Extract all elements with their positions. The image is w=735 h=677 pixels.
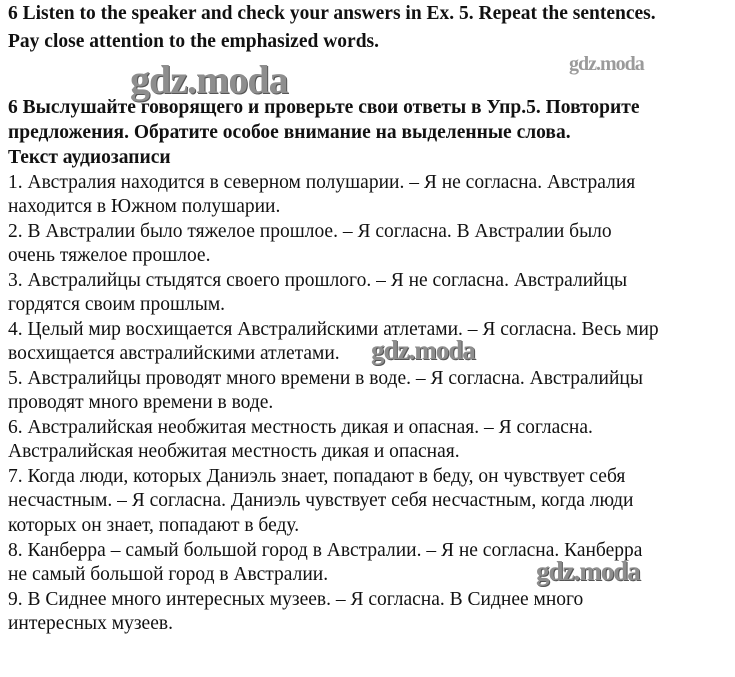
transcript-heading: Текст аудиозаписи: [8, 147, 171, 168]
watermark-logo: gdz.moda: [371, 335, 475, 365]
list-item-line: 5. Австралийцы проводят много времени в воде. – Я согласна. Австралийцы: [8, 368, 643, 389]
russian-task-line: 6 Выслушайте говорящего и проверьте свои ответы в Упр.5. Повторите: [8, 97, 640, 118]
list-item-line: 7. Когда люди, которых Даниэль знает, попадают в беду, он чувствует себя: [8, 466, 626, 487]
list-item-line: не самый большой город в Австралии.: [8, 564, 329, 585]
list-item-line: 3. Австралийцы стыдятся своего прошлого. – Я не согласна. Австралийцы: [8, 270, 628, 291]
list-item-line: Австралийская необжитая местность дикая и опасная.: [8, 441, 460, 462]
watermark-logo: gdz.moda: [130, 57, 288, 102]
english-task-line: Pay close attention to the emphasized words.: [8, 31, 380, 52]
list-item-line: проводят много времени в воде.: [8, 392, 274, 413]
list-item-line: 8. Канберра – самый большой город в Австралии. – Я не согласна. Канберра: [8, 540, 643, 561]
english-task-line: 6 Listen to the speaker and check your answers in Ex. 5. Repeat the sentences.: [8, 3, 656, 24]
russian-task-line: предложения. Обратите особое внимание на выделенные слова.: [8, 122, 571, 143]
list-item-line: восхищается австралийскими атлетами.: [8, 343, 340, 364]
list-item-line: интересных музеев.: [8, 613, 173, 634]
list-item-line: гордятся своим прошлым.: [8, 294, 226, 315]
watermark-logo: gdz.moda: [536, 556, 640, 586]
list-item-line: 6. Австралийская необжитая местность дикая и опасная. – Я согласна.: [8, 417, 593, 438]
list-item-line: 1. Австралия находится в северном полушарии. – Я не согласна. Австралия: [8, 172, 636, 193]
list-item-line: 2. В Австралии было тяжелое прошлое. – Я согласна. В Австралии было: [8, 221, 612, 242]
list-item-line: 9. В Сиднее много интересных музеев. – Я согласна. В Сиднее много: [8, 589, 584, 610]
list-item-line: очень тяжелое прошлое.: [8, 245, 211, 266]
watermark-logo: gdz.moda: [569, 53, 644, 75]
list-item-line: находится в Южном полушарии.: [8, 196, 281, 217]
list-item-line: которых он знает, попадают в беду.: [8, 515, 300, 536]
list-item-line: 4. Целый мир восхищается Австралийскими атлетами. – Я согласна. Весь мир: [8, 319, 659, 340]
list-item-line: несчастным. – Я согласна. Даниэль чувствует себя несчастным, когда люди: [8, 490, 634, 511]
